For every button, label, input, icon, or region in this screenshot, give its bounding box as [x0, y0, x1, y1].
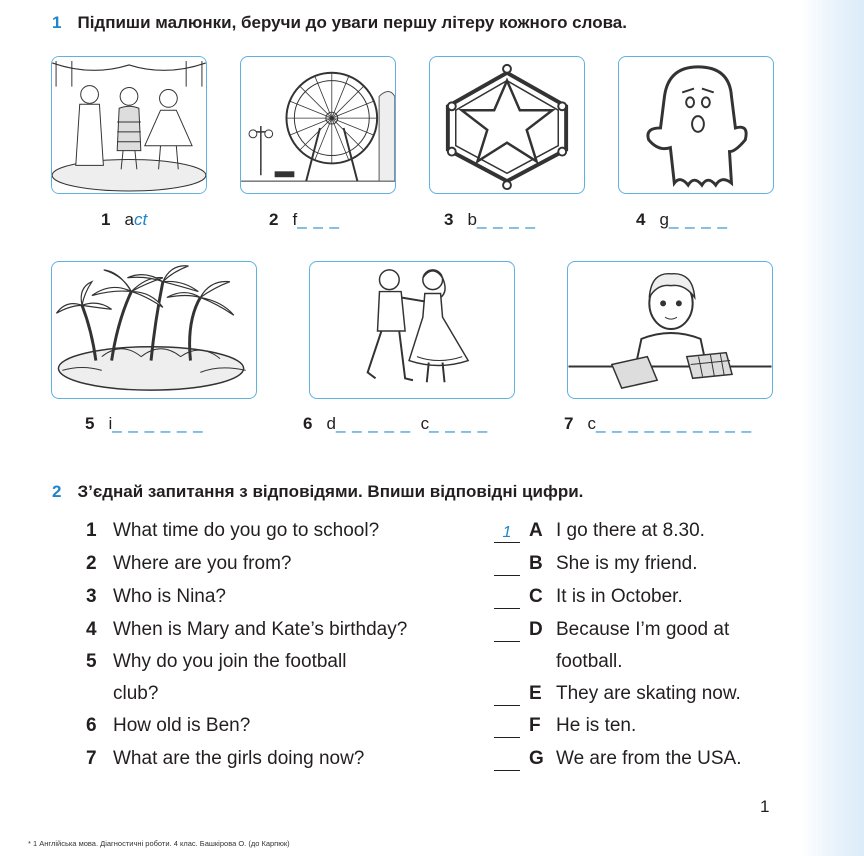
- question-7: 7 What are the girls doing now?: [86, 748, 365, 769]
- answer-d-continued: football.: [556, 651, 623, 672]
- exercise1-title: [52, 13, 627, 33]
- exercise1-number: 1: [52, 13, 62, 32]
- question-5-continued: club?: [113, 683, 159, 704]
- answer-blank-e[interactable]: [494, 685, 520, 706]
- answer-e: E They are skating now.: [529, 683, 741, 704]
- exercise2-number: 2: [52, 482, 62, 501]
- question-6: 6 How old is Ben?: [86, 715, 251, 736]
- picture-island: [51, 261, 257, 399]
- caption-3: 3 b_ _ _ _: [444, 210, 536, 229]
- page-edge-band: [800, 0, 864, 856]
- caption-7: 7 c_ _ _ _ _ _ _ _ _ _: [564, 414, 753, 433]
- caption-6: 6 d_ _ _ _ _ c_ _ _ _: [303, 414, 489, 433]
- caption-2: 2 f_ _ _: [269, 210, 341, 229]
- picture-actors: [51, 56, 207, 194]
- question-5: 5 Why do you join the football: [86, 651, 347, 672]
- question-4: 4 When is Mary and Kate’s birthday?: [86, 619, 408, 640]
- caption-4: 4 g_ _ _ _: [636, 210, 728, 229]
- picture-dancers: [309, 261, 515, 399]
- answer-blank-a[interactable]: 1: [494, 522, 520, 543]
- question-3: 3 Who is Nina?: [86, 586, 226, 607]
- answer-g: G We are from the USA.: [529, 748, 742, 769]
- exercise1-instruction: Підпиши малюнки, беручи до уваги першу літеру кожного слова.: [77, 13, 627, 32]
- picture-ferris-wheel: [240, 56, 396, 194]
- answer-blank-c[interactable]: [494, 588, 520, 609]
- answer-blank-d[interactable]: [494, 621, 520, 642]
- exercise2-title: [52, 482, 583, 502]
- answer-c: C It is in October.: [529, 586, 683, 607]
- answer-b: B She is my friend.: [529, 553, 698, 574]
- question-1: 1 What time do you go to school?: [86, 520, 380, 541]
- question-2: 2 Where are you from?: [86, 553, 292, 574]
- caption-1: 1 act: [101, 210, 148, 229]
- exercise2-instruction: З’єднай запитання з відповідями. Впиши відповідні цифри.: [77, 482, 584, 501]
- answer-f: F He is ten.: [529, 715, 637, 736]
- answer-blank-f[interactable]: [494, 717, 520, 738]
- caption-5: 5 i_ _ _ _ _ _: [85, 414, 204, 433]
- answer-d: D Because I’m good at: [529, 619, 730, 640]
- footer-note: * 1 Англійська мова. Діагностичні роботи. 4 клас. Башкірова О. (до Карпюк): [28, 839, 290, 848]
- answer-a: A I go there at 8.30.: [529, 520, 705, 541]
- picture-ghost: [618, 56, 774, 194]
- answer-blank-b[interactable]: [494, 555, 520, 576]
- picture-badge-star: [429, 56, 585, 194]
- answer-blank-g[interactable]: [494, 750, 520, 771]
- picture-boy-chocolate: [567, 261, 773, 399]
- page-number: 1: [760, 797, 770, 816]
